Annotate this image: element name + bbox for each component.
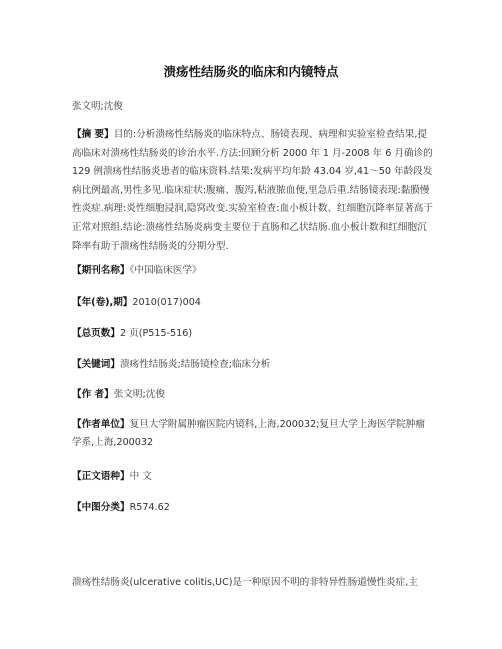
meta-journal-label: 【期刊名称】 [72, 265, 130, 276]
meta-language-value: 中 文 [129, 471, 152, 482]
abstract-text: 目的:分析溃疡性结肠炎的临床特点、肠镜表现、病理和实验室检查结果,提高临床对溃疡性结肠炎的诊治水平.方法:回顾分析 2000 年 1 月-2008 年 6 月确诊的 129 例溃疡性结肠炎患者的临床资料.结果:发病平均年龄 43.04 岁,41～50 年龄段发病比例最高,男性多见.临床症状:腹痛、腹泻,粘液脓血便,里急后重.结肠镜表现:黏膜慢性炎症.病理:炎性细胞浸润,隐窝改变.实验室检查:血小板计数、红细胞沉降率显著高于正常对照组.结论:溃疡性结肠炎病变主要位于直肠和乙状结肠.血小板计数和红细胞沉降率有助于溃疡性结肠炎的分期分型. [72, 129, 433, 252]
meta-journal-value: 《中国临床医学》 [129, 265, 202, 276]
meta-classification-label: 【中图分类】 [72, 502, 130, 513]
meta-authors-value: 张文明;沈俊 [113, 389, 165, 400]
meta-language-label: 【正文语种】 [72, 471, 130, 482]
meta-classification-value: R574.62 [129, 502, 170, 513]
author-line: 张文明;沈俊 [72, 101, 123, 112]
meta-language [72, 468, 434, 486]
meta-pages-value: 2 页(P515-516) [119, 328, 193, 339]
meta-pages [72, 325, 434, 343]
meta-keywords-label: 【关键词】 [72, 359, 120, 370]
meta-journal [72, 262, 434, 280]
meta-volume-label: 【年(卷),期】 [72, 297, 133, 308]
meta-affiliation [72, 416, 434, 451]
meta-classification [72, 499, 434, 517]
meta-pages-label: 【总页数】 [72, 328, 120, 339]
meta-volume [72, 294, 434, 312]
abstract-label: 【摘 要】 [72, 129, 114, 140]
meta-authors [72, 386, 434, 404]
meta-keywords-value: 溃疡性结肠炎;结肠镜检查;临床分析 [119, 359, 271, 370]
document-title: 溃疡性结肠炎的临床和内镜特点 [163, 64, 339, 79]
body-intro-text: 溃疡性结肠炎(ulcerative colitis,UC)是一种原因不明的非特异性肠道慢性炎症,主 [72, 577, 418, 588]
meta-authors-label: 【作 者】 [72, 389, 114, 400]
meta-volume-value: 2010(017)004 [132, 297, 201, 308]
abstract-block [72, 126, 434, 256]
meta-keywords [72, 356, 434, 374]
meta-affiliation-value: 复旦大学附属肿瘤医院内镜科,上海,200032;复旦大学上海医学院肿瘤学系,上海,200032 [72, 419, 425, 448]
meta-affiliation-label: 【作者单位】 [72, 419, 130, 430]
